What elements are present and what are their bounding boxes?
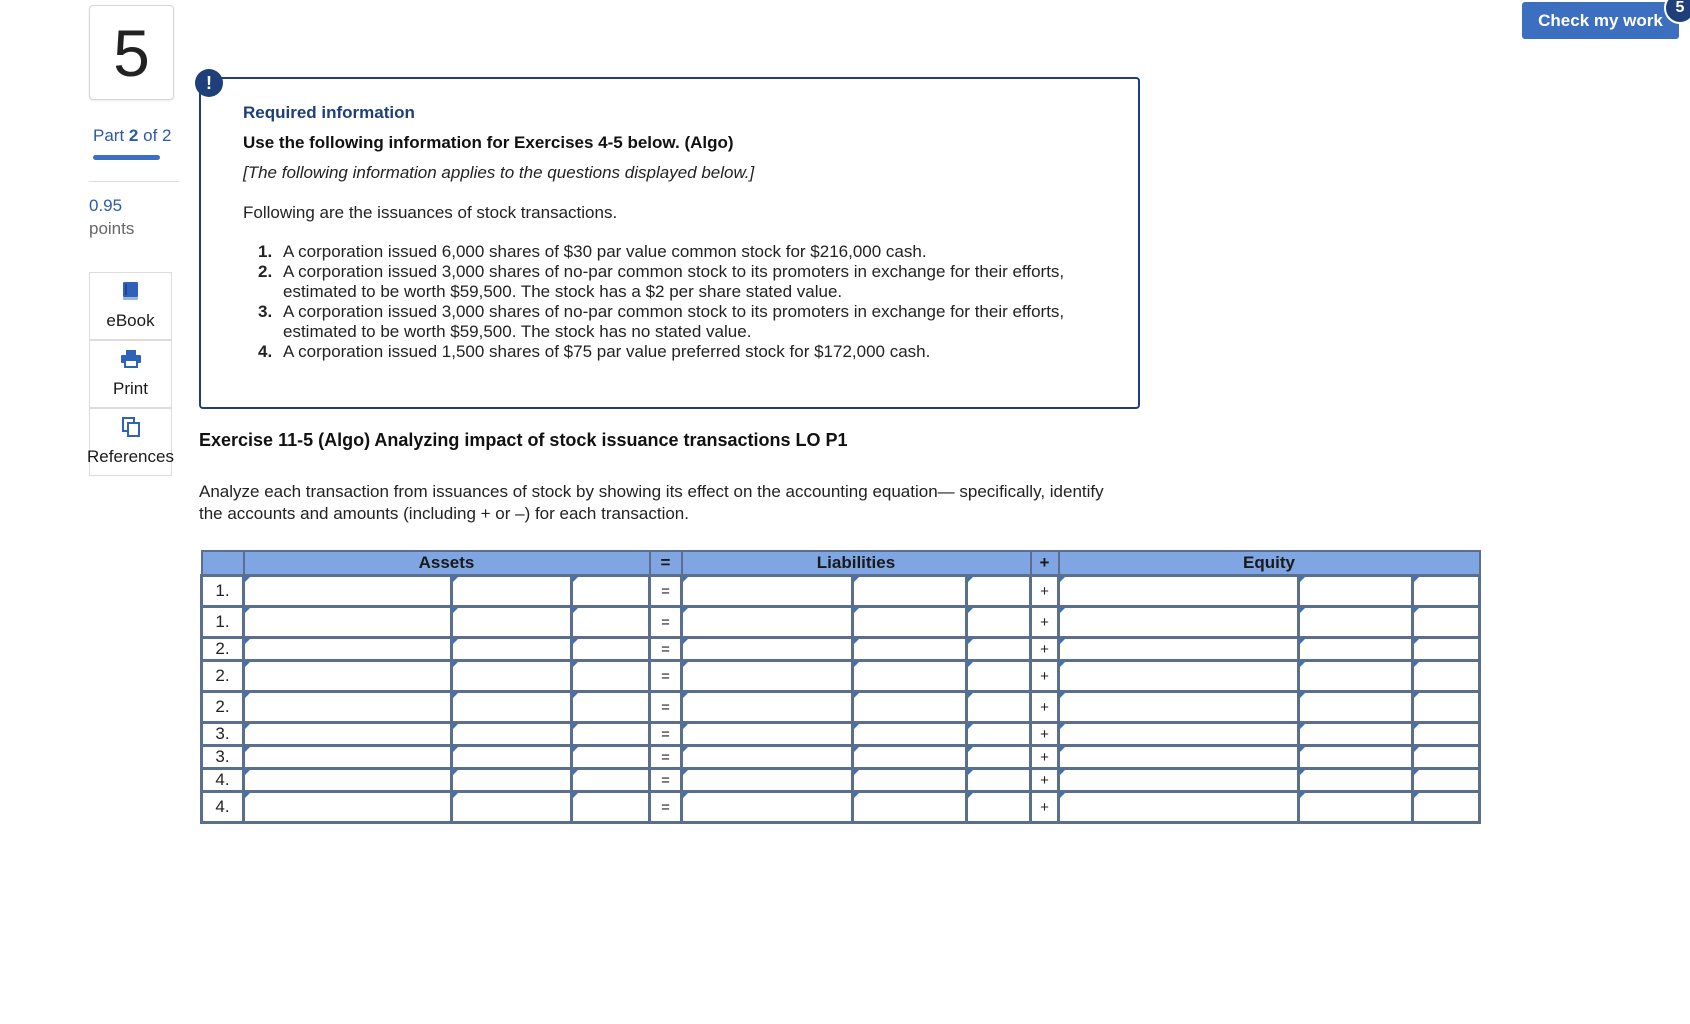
- assets-extra-cell[interactable]: [572, 607, 650, 638]
- liabilities-account-cell[interactable]: [682, 723, 853, 746]
- liabilities-amount-cell-input[interactable]: [854, 793, 965, 821]
- assets-extra-cell[interactable]: [572, 723, 650, 746]
- assets-extra-cell-input[interactable]: [573, 639, 648, 659]
- divider: [89, 181, 179, 182]
- check-attempts-badge: 5: [1664, 0, 1690, 24]
- liabilities-account-cell[interactable]: [682, 576, 853, 607]
- equity-amount-cell[interactable]: [1299, 638, 1413, 661]
- list-item: 1. A corporation issued 6,000 shares of $30 par value common stock for $216,000 cash.: [258, 242, 927, 261]
- liabilities-extra-cell-input[interactable]: [968, 662, 1029, 690]
- part-indicator: Part 2 of 2: [93, 126, 172, 145]
- ebook-button[interactable]: eBook: [89, 272, 172, 340]
- accounting-equation-table: [200, 550, 1481, 824]
- equity-account-cell-input[interactable]: [1060, 693, 1297, 721]
- equity-account-cell-input[interactable]: [1060, 608, 1297, 636]
- header-liabilities: Liabilities: [682, 551, 1031, 576]
- header-assets: Assets: [244, 551, 650, 576]
- table-row: [202, 638, 1480, 661]
- assets-amount-cell-input[interactable]: [453, 793, 570, 821]
- header-equals: =: [650, 551, 682, 576]
- liabilities-extra-cell[interactable]: [967, 769, 1031, 792]
- plus-sign: +: [1031, 792, 1059, 823]
- plus-sign: +: [1031, 607, 1059, 638]
- liabilities-amount-cell-input[interactable]: [854, 747, 965, 767]
- assets-extra-cell-input[interactable]: [573, 747, 648, 767]
- liabilities-extra-cell-input[interactable]: [968, 608, 1029, 636]
- liabilities-amount-cell-input[interactable]: [854, 608, 965, 636]
- assets-account-cell[interactable]: [244, 746, 452, 769]
- assets-amount-cell[interactable]: [452, 692, 572, 723]
- equity-account-cell[interactable]: [1059, 661, 1299, 692]
- assets-account-cell[interactable]: [244, 769, 452, 792]
- equity-amount-cell[interactable]: [1299, 576, 1413, 607]
- liabilities-amount-cell[interactable]: [853, 769, 967, 792]
- equity-amount-cell-input[interactable]: [1300, 608, 1411, 636]
- equity-account-cell-input[interactable]: [1060, 793, 1297, 821]
- plus-sign: +: [1031, 638, 1059, 661]
- table-row: [202, 792, 1480, 823]
- assets-extra-cell[interactable]: [572, 692, 650, 723]
- assets-amount-cell-input[interactable]: [453, 608, 570, 636]
- equity-account-cell[interactable]: [1059, 792, 1299, 823]
- liabilities-account-cell-input[interactable]: [683, 639, 851, 659]
- liabilities-extra-cell[interactable]: [967, 661, 1031, 692]
- equity-extra-cell-input[interactable]: [1414, 639, 1478, 659]
- assets-extra-cell[interactable]: [572, 576, 650, 607]
- equity-extra-cell[interactable]: [1413, 638, 1480, 661]
- assets-account-cell[interactable]: [244, 661, 452, 692]
- row-label: 3.: [202, 746, 244, 769]
- liabilities-extra-cell[interactable]: [967, 792, 1031, 823]
- equity-extra-cell-input[interactable]: [1414, 793, 1478, 821]
- assets-amount-cell[interactable]: [452, 576, 572, 607]
- equity-account-cell-input[interactable]: [1060, 770, 1297, 790]
- header-row-number: [202, 551, 244, 576]
- row-label: 2.: [202, 692, 244, 723]
- equals-sign: =: [650, 792, 682, 823]
- assets-account-cell-input[interactable]: [245, 662, 450, 690]
- table-row: [202, 769, 1480, 792]
- assets-account-cell-input[interactable]: [245, 693, 450, 721]
- plus-sign: +: [1031, 661, 1059, 692]
- liabilities-extra-cell[interactable]: [967, 638, 1031, 661]
- liabilities-account-cell-input[interactable]: [683, 793, 851, 821]
- liabilities-amount-cell[interactable]: [853, 792, 967, 823]
- table-row: [202, 723, 1480, 746]
- plus-sign: +: [1031, 692, 1059, 723]
- liabilities-account-cell[interactable]: [682, 661, 853, 692]
- equity-amount-cell-input[interactable]: [1300, 747, 1411, 767]
- assets-account-cell-input[interactable]: [245, 747, 450, 767]
- liabilities-amount-cell-input[interactable]: [854, 724, 965, 744]
- table-row: [202, 576, 1480, 607]
- assets-account-cell-input[interactable]: [245, 724, 450, 744]
- equity-amount-cell[interactable]: [1299, 746, 1413, 769]
- equity-amount-cell[interactable]: [1299, 692, 1413, 723]
- equity-account-cell[interactable]: [1059, 576, 1299, 607]
- liabilities-amount-cell[interactable]: [853, 576, 967, 607]
- assets-extra-cell-input[interactable]: [573, 724, 648, 744]
- equity-account-cell-input[interactable]: [1060, 747, 1297, 767]
- assets-extra-cell-input[interactable]: [573, 770, 648, 790]
- liabilities-extra-cell-input[interactable]: [968, 747, 1029, 767]
- question-number: 5: [89, 5, 174, 100]
- points-value: 0.95: [89, 196, 123, 215]
- equity-amount-cell-input[interactable]: [1300, 639, 1411, 659]
- liabilities-extra-cell-input[interactable]: [968, 577, 1029, 605]
- required-info-note: [The following information applies to the questions displayed below.]: [243, 163, 755, 182]
- row-label: 1.: [202, 576, 244, 607]
- liabilities-account-cell-input[interactable]: [683, 577, 851, 605]
- assets-account-cell[interactable]: [244, 792, 452, 823]
- equity-amount-cell-input[interactable]: [1300, 793, 1411, 821]
- required-info-title: Required information: [243, 103, 415, 122]
- table-row: [202, 746, 1480, 769]
- liabilities-amount-cell[interactable]: [853, 692, 967, 723]
- equity-extra-cell-input[interactable]: [1414, 724, 1478, 744]
- liabilities-amount-cell[interactable]: [853, 661, 967, 692]
- assets-account-cell-input[interactable]: [245, 608, 450, 636]
- plus-sign: +: [1031, 576, 1059, 607]
- liabilities-amount-cell-input[interactable]: [854, 577, 965, 605]
- row-label: 2.: [202, 661, 244, 692]
- list-item: 2. A corporation issued 3,000 shares of no-par common stock to its promoters in exchange for their efforts, estimated to be worth $59,500. The stock has a $2 per share stated value.: [258, 262, 1065, 301]
- plus-sign: +: [1031, 746, 1059, 769]
- equals-sign: =: [650, 576, 682, 607]
- equity-extra-cell[interactable]: [1413, 692, 1480, 723]
- liabilities-amount-cell-input[interactable]: [854, 662, 965, 690]
- table-row: [202, 661, 1480, 692]
- assets-account-cell-input[interactable]: [245, 577, 450, 605]
- liabilities-extra-cell-input[interactable]: [968, 793, 1029, 821]
- liabilities-amount-cell-input[interactable]: [854, 693, 965, 721]
- assets-extra-cell[interactable]: [572, 792, 650, 823]
- required-info-lead: Following are the issuances of stock transactions.: [243, 203, 618, 222]
- equity-amount-cell[interactable]: [1299, 607, 1413, 638]
- equity-amount-cell-input[interactable]: [1300, 662, 1411, 690]
- equity-account-cell[interactable]: [1059, 746, 1299, 769]
- equity-account-cell-input[interactable]: [1060, 577, 1297, 605]
- assets-amount-cell[interactable]: [452, 661, 572, 692]
- liabilities-extra-cell[interactable]: [967, 576, 1031, 607]
- equity-account-cell-input[interactable]: [1060, 662, 1297, 690]
- liabilities-account-cell-input[interactable]: [683, 770, 851, 790]
- equity-extra-cell[interactable]: [1413, 769, 1480, 792]
- transaction-list: [258, 242, 1078, 362]
- assets-amount-cell-input[interactable]: [453, 639, 570, 659]
- equals-sign: =: [650, 746, 682, 769]
- equals-sign: =: [650, 638, 682, 661]
- equals-sign: =: [650, 661, 682, 692]
- book-icon: [121, 281, 141, 306]
- plus-sign: +: [1031, 769, 1059, 792]
- assets-extra-cell-input[interactable]: [573, 608, 648, 636]
- assets-extra-cell-input[interactable]: [573, 577, 648, 605]
- liabilities-extra-cell-input[interactable]: [968, 770, 1029, 790]
- assets-extra-cell[interactable]: [572, 661, 650, 692]
- equity-amount-cell-input[interactable]: [1300, 770, 1411, 790]
- references-button[interactable]: References: [89, 408, 172, 476]
- assets-account-cell[interactable]: [244, 607, 452, 638]
- header-plus: +: [1031, 551, 1059, 576]
- table-row: [202, 692, 1480, 723]
- assets-amount-cell-input[interactable]: [453, 770, 570, 790]
- assets-extra-cell-input[interactable]: [573, 693, 648, 721]
- plus-sign: +: [1031, 723, 1059, 746]
- liabilities-account-cell[interactable]: [682, 792, 853, 823]
- assets-amount-cell-input[interactable]: [453, 724, 570, 744]
- assets-amount-cell[interactable]: [452, 746, 572, 769]
- liabilities-account-cell-input[interactable]: [683, 608, 851, 636]
- liabilities-extra-cell[interactable]: [967, 692, 1031, 723]
- assets-extra-cell[interactable]: [572, 638, 650, 661]
- assets-extra-cell-input[interactable]: [573, 793, 648, 821]
- equity-extra-cell-input[interactable]: [1414, 693, 1478, 721]
- assets-extra-cell[interactable]: [572, 746, 650, 769]
- equals-sign: =: [650, 692, 682, 723]
- part-progress-bar: [93, 155, 160, 160]
- equity-amount-cell[interactable]: [1299, 723, 1413, 746]
- print-button[interactable]: Print: [89, 340, 172, 408]
- equity-amount-cell-input[interactable]: [1300, 693, 1411, 721]
- equity-account-cell[interactable]: [1059, 692, 1299, 723]
- required-info-instruction: Use the following information for Exercises 4-5 below. (Algo): [243, 133, 734, 152]
- row-label: 4.: [202, 792, 244, 823]
- equity-extra-cell[interactable]: [1413, 723, 1480, 746]
- equity-extra-cell-input[interactable]: [1414, 747, 1478, 767]
- assets-account-cell-input[interactable]: [245, 639, 450, 659]
- equity-extra-cell[interactable]: [1413, 661, 1480, 692]
- exercise-title: Exercise 11-5 (Algo) Analyzing impact of stock issuance transactions LO P1: [199, 430, 848, 450]
- assets-account-cell[interactable]: [244, 638, 452, 661]
- assets-account-cell-input[interactable]: [245, 793, 450, 821]
- liabilities-extra-cell-input[interactable]: [968, 724, 1029, 744]
- equity-account-cell[interactable]: [1059, 723, 1299, 746]
- assets-amount-cell[interactable]: [452, 769, 572, 792]
- equity-amount-cell[interactable]: [1299, 769, 1413, 792]
- table-header-row: [202, 551, 1480, 576]
- assets-amount-cell-input[interactable]: [453, 747, 570, 767]
- liabilities-amount-cell[interactable]: [853, 638, 967, 661]
- equity-extra-cell-input[interactable]: [1414, 770, 1478, 790]
- liabilities-extra-cell[interactable]: [967, 746, 1031, 769]
- equity-extra-cell-input[interactable]: [1414, 608, 1478, 636]
- row-label: 4.: [202, 769, 244, 792]
- row-label: 3.: [202, 723, 244, 746]
- copy-icon: [121, 417, 141, 442]
- assets-amount-cell[interactable]: [452, 723, 572, 746]
- assets-amount-cell[interactable]: [452, 638, 572, 661]
- points-label: points: [89, 219, 135, 238]
- list-item: 3. A corporation issued 3,000 shares of no-par common stock to its promoters in exchange for their efforts, estimated to be worth $59,500. The stock has no stated value.: [258, 302, 1065, 341]
- equity-extra-cell-input[interactable]: [1414, 577, 1478, 605]
- liabilities-extra-cell[interactable]: [967, 723, 1031, 746]
- printer-icon: [120, 349, 142, 374]
- liabilities-account-cell-input[interactable]: [683, 747, 851, 767]
- assets-amount-cell-input[interactable]: [453, 577, 570, 605]
- equity-account-cell[interactable]: [1059, 607, 1299, 638]
- exercise-description: Analyze each transaction from issuances of stock by showing its effect on the accounting equation— specifically, identify the accounts and amounts (including + or –) for each transaction.: [199, 482, 1104, 523]
- equity-extra-cell-input[interactable]: [1414, 662, 1478, 690]
- assets-extra-cell[interactable]: [572, 769, 650, 792]
- row-label: 1.: [202, 607, 244, 638]
- liabilities-account-cell-input[interactable]: [683, 662, 851, 690]
- equity-amount-cell-input[interactable]: [1300, 577, 1411, 605]
- assets-account-cell[interactable]: [244, 723, 452, 746]
- equals-sign: =: [650, 769, 682, 792]
- equity-extra-cell[interactable]: [1413, 576, 1480, 607]
- liabilities-extra-cell-input[interactable]: [968, 639, 1029, 659]
- equity-account-cell-input[interactable]: [1060, 724, 1297, 744]
- assets-account-cell-input[interactable]: [245, 770, 450, 790]
- assets-amount-cell[interactable]: [452, 792, 572, 823]
- table-row: [202, 607, 1480, 638]
- liabilities-extra-cell[interactable]: [967, 607, 1031, 638]
- liabilities-account-cell[interactable]: [682, 607, 853, 638]
- assets-amount-cell-input[interactable]: [453, 693, 570, 721]
- liabilities-amount-cell[interactable]: [853, 723, 967, 746]
- equity-account-cell[interactable]: [1059, 638, 1299, 661]
- liabilities-amount-cell-input[interactable]: [854, 770, 965, 790]
- liabilities-account-cell-input[interactable]: [683, 693, 851, 721]
- check-my-work-button[interactable]: Check my work: [1522, 2, 1679, 39]
- equals-sign: =: [650, 723, 682, 746]
- equity-account-cell-input[interactable]: [1060, 639, 1297, 659]
- equity-extra-cell[interactable]: [1413, 607, 1480, 638]
- row-label: 2.: [202, 638, 244, 661]
- assets-amount-cell-input[interactable]: [453, 662, 570, 690]
- equity-extra-cell[interactable]: [1413, 792, 1480, 823]
- equity-extra-cell[interactable]: [1413, 746, 1480, 769]
- equity-amount-cell[interactable]: [1299, 792, 1413, 823]
- list-item: 4. A corporation issued 1,500 shares of $75 par value preferred stock for $172,000 cash.: [258, 342, 931, 361]
- assets-account-cell[interactable]: [244, 576, 452, 607]
- liabilities-account-cell[interactable]: [682, 638, 853, 661]
- liabilities-account-cell-input[interactable]: [683, 724, 851, 744]
- alert-icon: !: [195, 69, 223, 97]
- equity-amount-cell-input[interactable]: [1300, 724, 1411, 744]
- assets-account-cell[interactable]: [244, 692, 452, 723]
- equity-amount-cell[interactable]: [1299, 661, 1413, 692]
- assets-extra-cell-input[interactable]: [573, 662, 648, 690]
- liabilities-extra-cell-input[interactable]: [968, 693, 1029, 721]
- equity-account-cell[interactable]: [1059, 769, 1299, 792]
- liabilities-account-cell[interactable]: [682, 692, 853, 723]
- equals-sign: =: [650, 607, 682, 638]
- liabilities-amount-cell-input[interactable]: [854, 639, 965, 659]
- liabilities-account-cell[interactable]: [682, 769, 853, 792]
- liabilities-amount-cell[interactable]: [853, 746, 967, 769]
- header-equity: Equity: [1059, 551, 1480, 576]
- assets-amount-cell[interactable]: [452, 607, 572, 638]
- liabilities-account-cell[interactable]: [682, 746, 853, 769]
- liabilities-amount-cell[interactable]: [853, 607, 967, 638]
